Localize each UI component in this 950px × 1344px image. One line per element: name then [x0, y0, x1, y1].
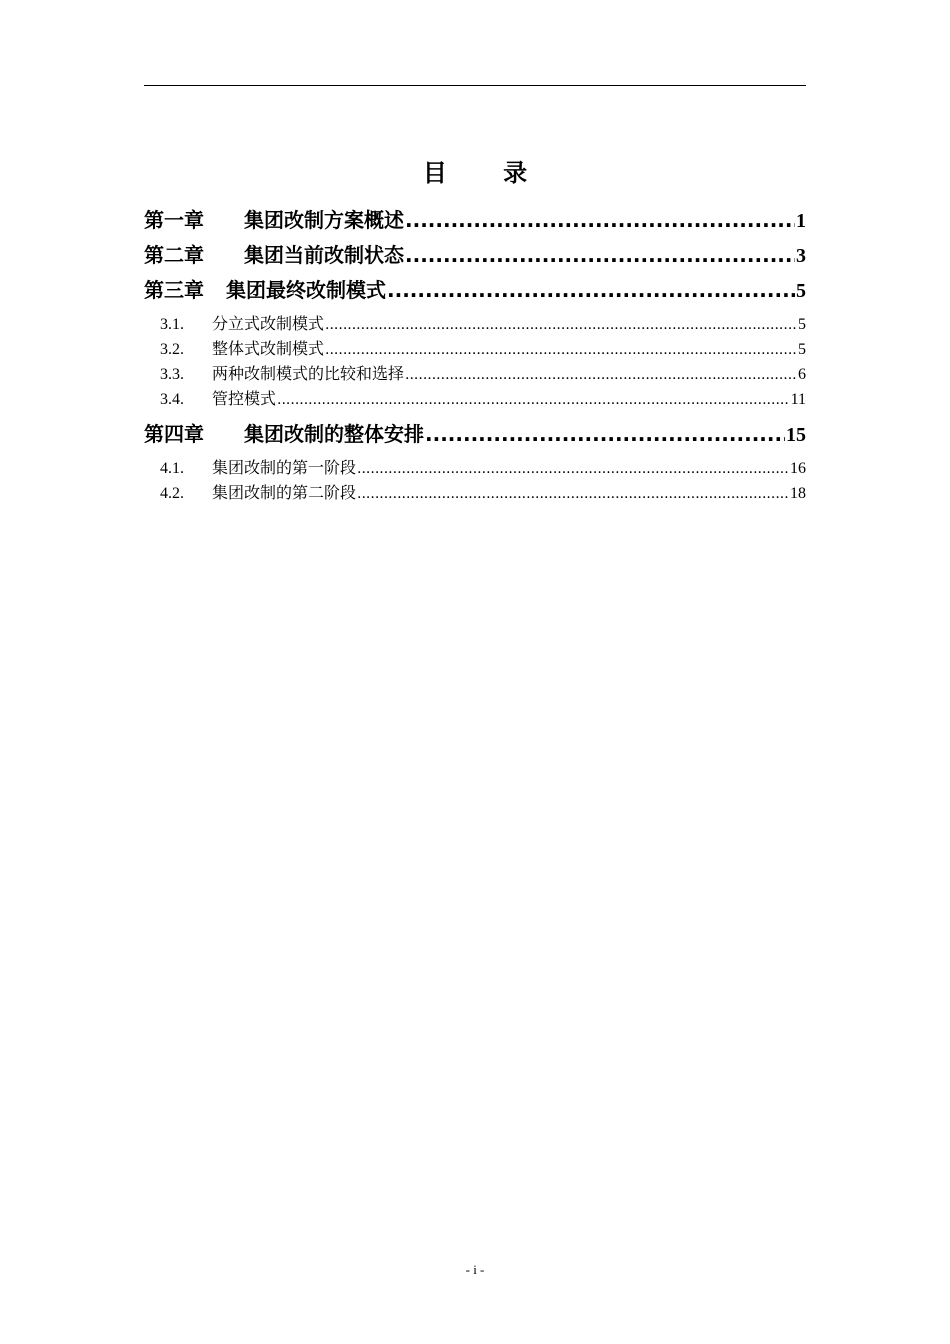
toc-entry-number: 3.4. [160, 391, 184, 408]
toc-entry-label: 两种改制模式的比较和选择 [212, 364, 405, 383]
toc-entry-label: 管控模式 [212, 389, 277, 408]
toc-entry-page: 15 [786, 424, 806, 446]
toc-entry-page: 3 [796, 245, 806, 267]
dot-leader [405, 208, 795, 232]
toc-entry-section-3-3[interactable] [144, 361, 806, 385]
dot-leader [405, 243, 795, 267]
toc-entry-label: 集团改制的第二阶段 [212, 483, 357, 502]
toc-entry-label: 集团改制的第一阶段 [212, 458, 357, 477]
dot-leader [325, 317, 797, 333]
toc-entry-label: 分立式改制模式 [212, 314, 325, 333]
toc-entry-number: 第四章 [144, 422, 204, 446]
toc-entry-label: 整体式改制模式 [212, 339, 325, 358]
toc-entry-number: 第一章 [144, 208, 204, 232]
toc-entry-number: 第二章 [144, 243, 204, 267]
toc-entry-section-3-4[interactable] [144, 386, 806, 410]
toc-title: 目 录 [422, 159, 552, 187]
toc-entry-section-4-2[interactable] [144, 480, 806, 504]
page-footer-number: - i - [465, 1262, 485, 1277]
toc-entry-section-3-1[interactable] [144, 311, 806, 335]
toc-entry-page: 18 [790, 485, 806, 502]
toc-entry-label: 集团最终改制模式 [226, 278, 386, 302]
header-rule [144, 85, 806, 86]
toc-entry-page: 5 [798, 341, 806, 358]
toc-entry-number: 4.1. [160, 460, 184, 477]
toc-entry-page: 11 [790, 391, 806, 408]
dot-leader [357, 486, 789, 502]
dot-leader [325, 342, 797, 358]
dot-leader [387, 278, 795, 302]
dot-leader [357, 461, 789, 477]
dot-leader [405, 367, 797, 383]
toc-entry-page: 1 [796, 210, 806, 232]
toc-entry-number: 3.2. [160, 341, 184, 358]
toc-entry-page: 5 [798, 316, 806, 333]
toc-entry-page: 6 [798, 366, 806, 383]
toc-entry-number: 4.2. [160, 485, 184, 502]
toc-entry-section-3-2[interactable] [144, 336, 806, 360]
toc-entry-chapter-1[interactable] [144, 204, 806, 234]
toc-entry-chapter-2[interactable] [144, 239, 806, 269]
toc-entry-number: 第三章 [144, 278, 204, 302]
toc-entry-label: 集团改制方案概述 [244, 208, 404, 232]
toc-entry-chapter-3[interactable] [144, 274, 806, 304]
toc-entry-number: 3.1. [160, 316, 184, 333]
toc-entry-label: 集团当前改制状态 [244, 243, 404, 267]
toc-entry-page: 16 [790, 460, 806, 477]
toc-entry-number: 3.3. [160, 366, 184, 383]
toc-entry-label: 集团改制的整体安排 [244, 422, 424, 446]
toc-entry-page: 5 [796, 280, 806, 302]
dot-leader [277, 392, 790, 408]
dot-leader [425, 422, 785, 446]
toc-entry-section-4-1[interactable] [144, 455, 806, 479]
toc-entry-chapter-4[interactable] [144, 418, 806, 448]
